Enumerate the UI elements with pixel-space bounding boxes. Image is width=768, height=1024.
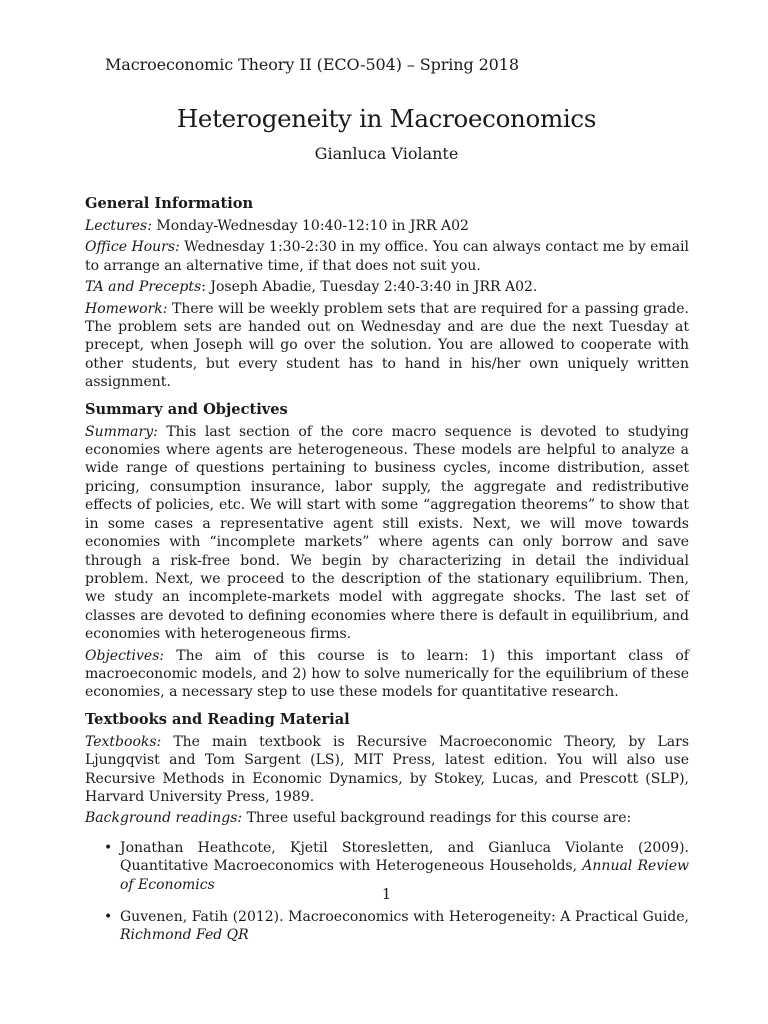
textbooks-text: The main textbook is Recursive Macroeconomic Theory, by Lars Ljungqvist and Tom Sargent (LS), MIT Press, latest edition. You will also use Recursive Methods in Economic Dynamics, by Stokey, Lucas, and Prescott (SLP), Harvard University Press, 1989.: [85, 733, 689, 805]
ta-label: TA and Precepts: [85, 279, 202, 296]
heading-general-information: General Information: [85, 195, 254, 212]
office-hours-paragraph: [85, 238, 689, 275]
lectures-label: Lectures:: [85, 218, 152, 234]
background-label: Background readings:: [85, 810, 243, 827]
reading-journal: Annual Review of Economics: [120, 858, 689, 893]
lectures-text: Monday-Wednesday 10:40-12:10 in JRR A02: [151, 218, 469, 234]
objectives-label: Objectives:: [85, 647, 165, 664]
summary-paragraph: [85, 423, 689, 644]
reading-text: Guvenen, Fatih (2012). Macroeconomics with Heterogeneity: A Practical Guide,: [120, 909, 689, 925]
homework-text: There will be weekly problem sets that are required for a passing grade. The problem sets are handed out on Wednesday and are due the next Tuesday at precept, when Joseph will go over the solution. You are allowed to cooperate with other students, but every student has to hand in his/her own uniquely written assignment.: [85, 300, 689, 391]
heading-textbooks: Textbooks and Reading Material: [85, 710, 350, 728]
heading-summary-objectives: Summary and Objectives: [85, 400, 288, 418]
bullet-icon: •: [104, 909, 113, 925]
homework-label: Homework:: [85, 300, 168, 317]
textbooks-label: Textbooks:: [85, 733, 162, 750]
homework-paragraph: [85, 300, 689, 392]
course-line: Macroeconomic Theory II (ECO-504) – Spring 2018: [105, 55, 519, 74]
office-hours-label: Office Hours:: [85, 239, 180, 256]
background-text: Three useful background readings for this course are:: [242, 810, 632, 827]
page-title: Heterogeneity in Macroeconomics: [176, 104, 597, 133]
page-number: 1: [381, 886, 392, 903]
objectives-text: The aim of this course is to learn: 1) this important class of macroeconomic models, and 2) how to solve numerically for the equilibrium of these economies, a necessary step to use these models for quantitative research.: [85, 647, 689, 701]
ta-paragraph: [85, 278, 689, 296]
summary-text: This last section of the core macro sequence is devoted to studying economies where agents are heterogeneous. These models are helpful to analyze a wide range of questions pertaining to business cycles, income distribution, asset pricing, consumption insurance, labor supply, the aggregate and redistributive effects of policies, etc. We will start with some “aggregation theorems” to show that in some cases a representative agent still exists. Next, we will move towards economies with “incomplete markets” where agents can only borrow and save through a risk-free bond. We begin by characterizing in detail the individual problem. Next, we proceed to the description of the stationary equilibrium. Then, we study an incomplete-markets model with aggregate shocks. The last set of classes are devoted to defining economies where there is default in equilibrium, and economies with heterogeneous firms.: [85, 423, 689, 643]
office-hours-text: Wednesday 1:30-2:30 in my office. You can always contact me by email to arrange an alternative time, if that does not suit you.: [85, 239, 689, 274]
syllabus-body: [85, 194, 689, 959]
reading-journal: Richmond Fed QR: [120, 927, 249, 944]
author-name: Gianluca Violante: [314, 144, 459, 163]
reading-text: Jonathan Heathcote, Kjetil Storesletten, and Gianluca Violante (2009). Quantitative Macroeconomics with Heterogeneous Households,: [120, 839, 689, 875]
lectures-paragraph: [85, 217, 689, 235]
summary-label: Summary:: [85, 423, 158, 440]
objectives-paragraph: [85, 647, 689, 702]
textbooks-paragraph: [85, 733, 689, 807]
ta-text: : Joseph Abadie, Tuesday 2:40-3:40 in JRR A02.: [201, 279, 538, 296]
list-item: [104, 908, 689, 945]
bullet-icon: •: [104, 839, 113, 856]
background-paragraph: [85, 809, 689, 827]
